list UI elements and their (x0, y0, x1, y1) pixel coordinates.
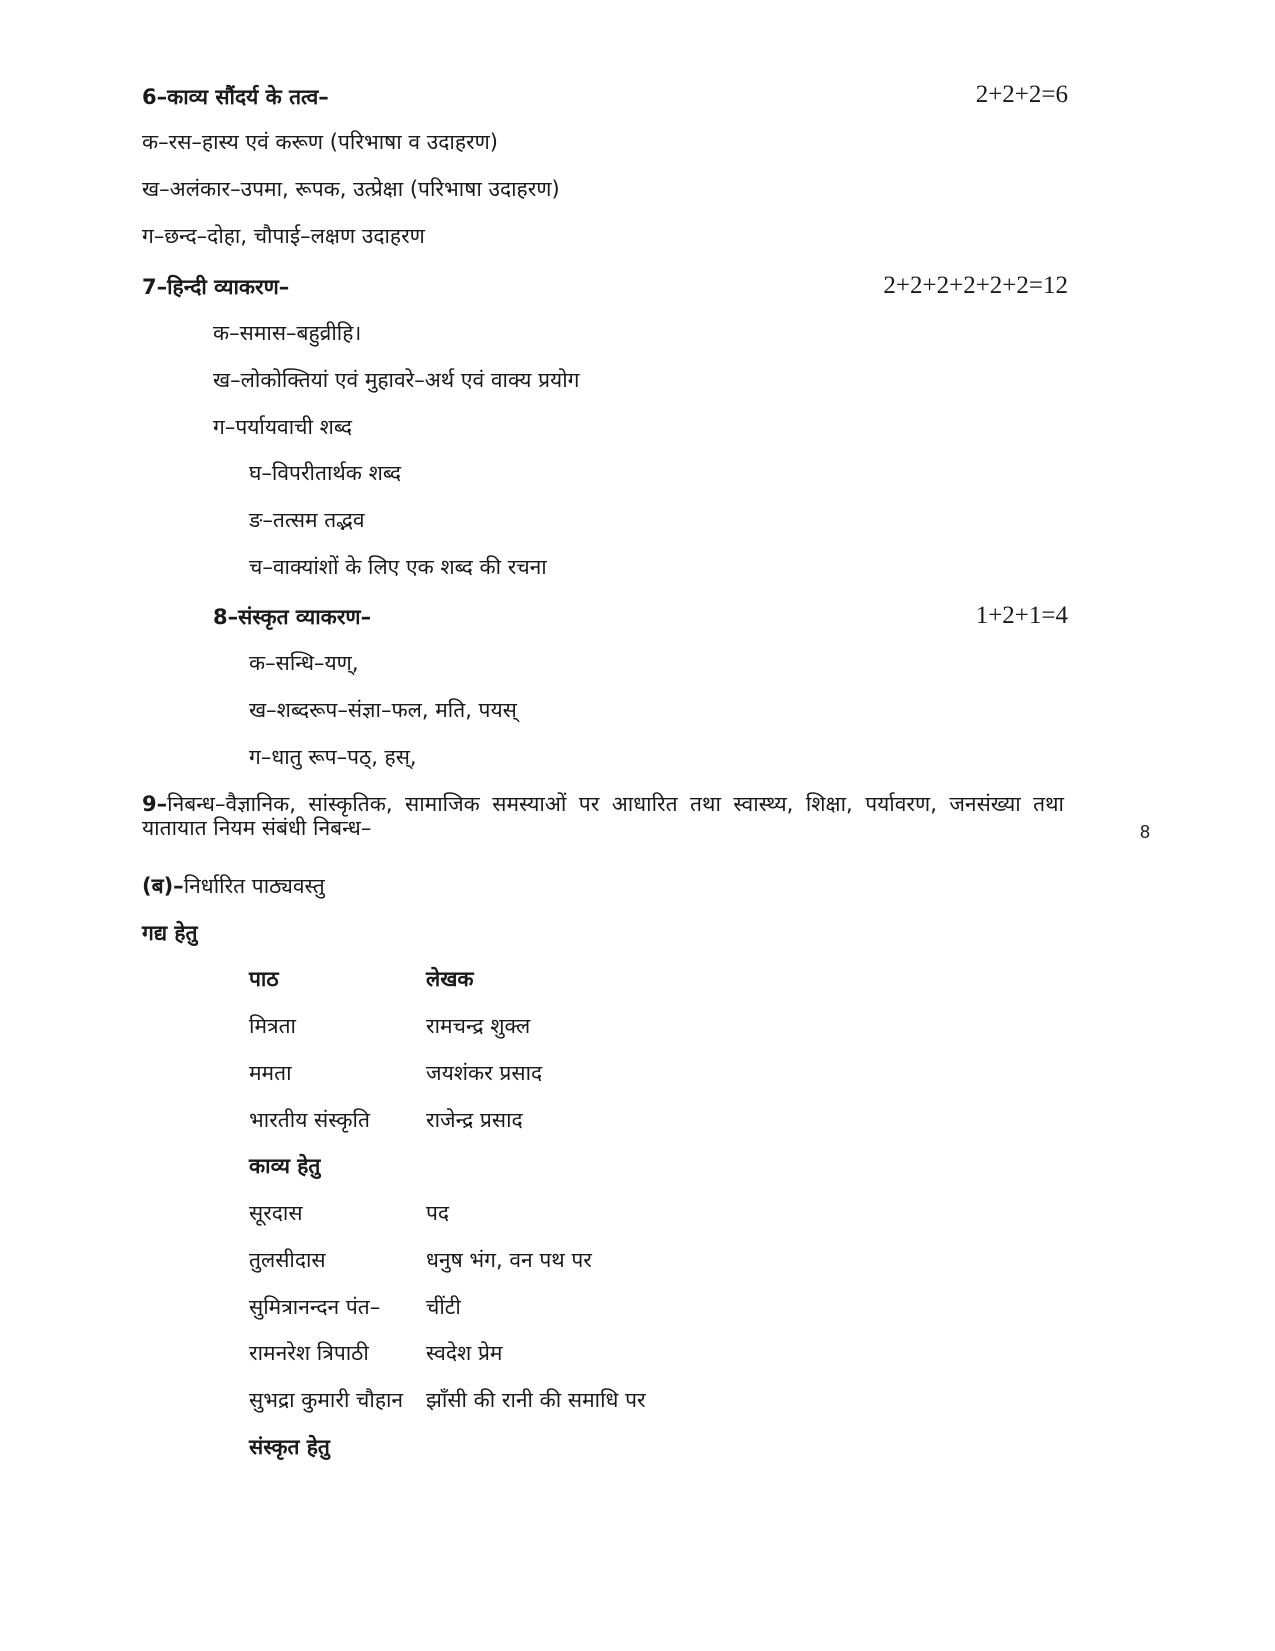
section-7-item-gha: घ–विपरीतार्थक शब्द (249, 461, 402, 485)
section-8-marks: 1+2+1=4 (975, 602, 1068, 629)
section-6-marks: 2+2+2=6 (975, 81, 1068, 108)
section-9-paragraph (142, 792, 1064, 840)
part-b-heading (142, 873, 325, 899)
kavya-row-1-poet: सूरदास (249, 1201, 303, 1225)
kavya-row-5-poem: झाँसी की रानी की समाधि पर (426, 1388, 646, 1412)
gadya-row-2-author: जयशंकर प्रसाद (426, 1061, 543, 1085)
section-8-item-ka: क–सन्धि–यण्, (249, 651, 359, 675)
kavya-row-2-poem: धनुष भंग, वन पथ पर (426, 1248, 592, 1272)
section-9-text: निबन्ध–वैज्ञानिक, सांस्कृतिक, सामाजिक समस्याओं पर आधारित तथा स्वास्थ्य, शिक्षा, पर्यावरण, जनसंख्या तथा यातायात नियम संबंधी निबन्ध– (142, 792, 1064, 840)
section-6-heading: 6–काव्य सौंदर्य के तत्व– (142, 85, 329, 109)
section-7-item-cha: च–वाक्यांशों के लिए एक शब्द की रचना (249, 555, 547, 579)
section-8-item-kha: ख–शब्दरूप–संज्ञा–फल, मति, पयस् (249, 698, 517, 722)
gadya-row-2-title: ममता (249, 1061, 292, 1085)
section-8-item-ga: ग–धातु रूप–पठ्, हस्, (249, 745, 417, 769)
section-9-number: 9– (142, 792, 168, 816)
sanskrit-heading: संस्कृत हेतु (249, 1435, 330, 1459)
gadya-row-3-title: भारतीय संस्कृति (249, 1108, 370, 1132)
kavya-row-2-poet: तुलसीदास (249, 1248, 326, 1272)
gadya-row-1-title: मित्रता (249, 1014, 296, 1038)
section-7-item-ka: क–समास–बहुव्रीहि। (213, 321, 362, 345)
part-b-text: निर्धारित पाठ्यवस्तु (183, 874, 325, 898)
column-header-path: पाठ (249, 967, 279, 991)
gadya-heading: गद्य हेतु (142, 921, 198, 945)
section-6-item-ka: क–रस–हास्य एवं करूण (परिभाषा व उदाहरण) (142, 130, 498, 154)
section-6-item-kha: ख–अलंकार–उपमा, रूपक, उत्प्रेक्षा (परिभाषा उदाहरण) (142, 177, 560, 201)
kavya-row-4-poem: स्वदेश प्रेम (426, 1341, 503, 1365)
kavya-row-3-poet: सुमित्रानन्दन पंत– (249, 1295, 381, 1319)
gadya-row-1-author: रामचन्द्र शुक्ल (426, 1014, 531, 1038)
kavya-row-1-poem: पद (426, 1201, 450, 1225)
section-7-item-nga: ङ–तत्सम तद्भव (249, 508, 365, 532)
gadya-row-3-author: राजेन्द्र प्रसाद (426, 1108, 523, 1132)
section-7-item-ga: ग–पर्यायवाची शब्द (213, 415, 353, 439)
section-7-heading: 7–हिन्दी व्याकरण– (142, 275, 290, 299)
section-6-item-ga: ग–छन्द–दोहा, चौपाई–लक्षण उदाहरण (142, 224, 425, 248)
section-7-marks: 2+2+2+2+2+2=12 (883, 272, 1068, 299)
kavya-heading: काव्य हेतु (249, 1154, 321, 1178)
part-b-label: (ब)– (142, 874, 184, 898)
column-header-lekhak: लेखक (426, 967, 474, 991)
kavya-row-4-poet: रामनरेश त्रिपाठी (249, 1341, 369, 1365)
section-8-heading: 8–संस्कृत व्याकरण– (213, 605, 372, 629)
section-7-item-kha: ख–लोकोक्तियां एवं मुहावरे–अर्थ एवं वाक्य प्रयोग (213, 368, 580, 392)
section-9-marks: 8 (1140, 822, 1151, 842)
kavya-row-5-poet: सुभद्रा कुमारी चौहान (249, 1388, 404, 1412)
kavya-row-3-poem: चींटी (426, 1295, 461, 1319)
